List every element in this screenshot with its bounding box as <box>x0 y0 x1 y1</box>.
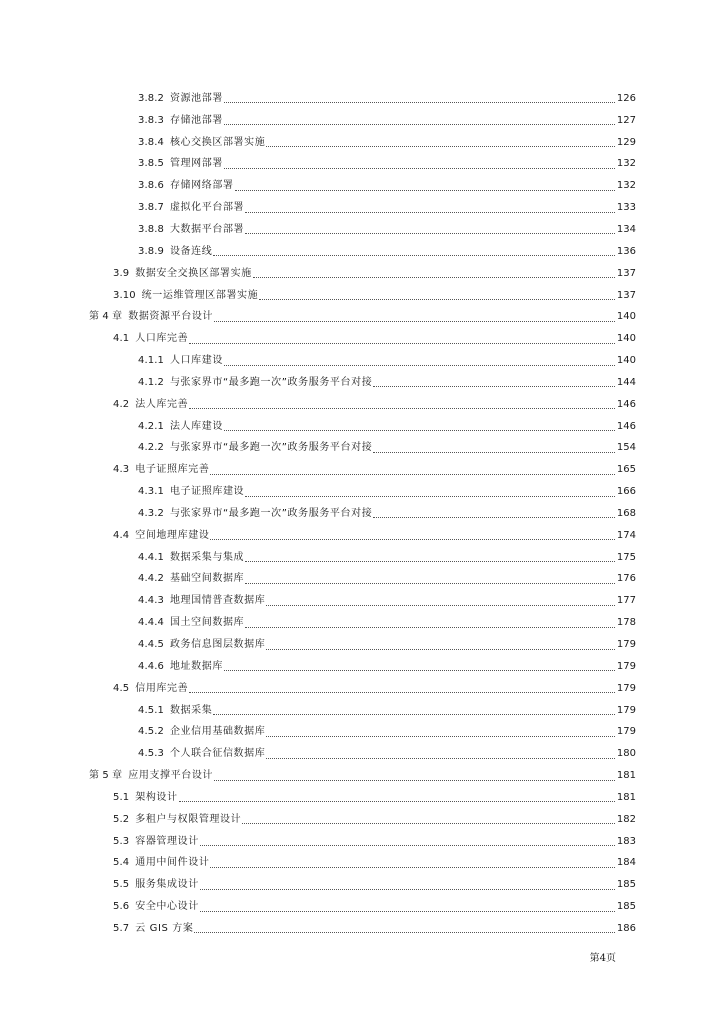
toc-entry-title: 资源池部署 <box>169 92 223 104</box>
toc-entry-content <box>113 879 618 891</box>
toc-entry[interactable] <box>0 721 724 743</box>
toc-entry-title: 管理网部署 <box>169 158 223 170</box>
toc-entry-content <box>138 661 618 673</box>
toc-dot-leader <box>224 420 617 431</box>
toc-entry-title: 架构设计 <box>135 791 178 803</box>
toc-entry-content <box>113 923 618 935</box>
toc-entry-title: 统一运维管理区部署实施 <box>141 289 259 301</box>
toc-entry-content <box>138 158 618 170</box>
toc-entry-title: 虚拟化平台部署 <box>169 202 245 214</box>
toc-entry[interactable] <box>0 459 724 481</box>
toc-entry-number: 4.3.2 <box>138 507 164 519</box>
toc-entry-title: 数据安全交换区部署实施 <box>135 267 252 279</box>
toc-entry-title: 安全中心设计 <box>135 901 199 913</box>
toc-entry-content <box>138 137 618 149</box>
toc-entry-content <box>113 530 618 542</box>
toc-entry-title: 企业信用基础数据库 <box>169 726 266 738</box>
toc-entry-content <box>113 333 618 345</box>
toc-entry-title: 政务信息图层数据库 <box>169 639 266 651</box>
toc-entry-page: 137 <box>616 289 636 301</box>
toc-entry-content <box>138 705 618 717</box>
toc-entry-title: 容器管理设计 <box>135 835 199 847</box>
toc-dot-leader <box>245 617 617 628</box>
toc-entry-title: 应用支撑平台设计 <box>128 770 214 782</box>
toc-dot-leader <box>266 639 617 650</box>
toc-entry-content <box>89 311 618 323</box>
toc-entry-number: 3.8.4 <box>138 136 164 148</box>
toc-entry-content <box>138 486 618 498</box>
toc-entry-page: 140 <box>616 311 636 323</box>
toc-entry-title: 服务集成设计 <box>135 879 199 891</box>
toc-entry-page: 132 <box>616 180 636 192</box>
toc-dot-leader <box>224 114 617 125</box>
toc-entry[interactable] <box>0 853 724 875</box>
toc-dot-leader <box>210 857 617 868</box>
toc-entry-page: 140 <box>616 333 636 345</box>
toc-entry-page: 154 <box>616 442 636 454</box>
toc-entry-page: 179 <box>616 682 636 694</box>
toc-entry-title: 与张家界市“最多跑一次”政务服务平台对接 <box>169 376 373 388</box>
toc-entry-number: 4.2.2 <box>138 442 164 454</box>
toc-entry-number: 3.8.8 <box>138 223 164 235</box>
toc-dot-leader <box>266 595 617 606</box>
toc-entry[interactable] <box>0 569 724 591</box>
toc-entry[interactable] <box>0 590 724 612</box>
toc-entry-title: 信用库完善 <box>135 682 189 694</box>
toc-entry-page: 126 <box>616 92 636 104</box>
toc-entry-page: 165 <box>616 464 636 476</box>
toc-entry-number: 3.8.5 <box>138 158 164 170</box>
toc-entry-page: 146 <box>616 398 636 410</box>
toc-entry-number: 4.4.2 <box>138 573 164 585</box>
toc-dot-leader <box>210 529 617 540</box>
toc-entry-number: 4.1.1 <box>138 355 164 367</box>
toc-entry-number: 5.5 <box>113 879 130 891</box>
toc-entry-number: 3.8.3 <box>138 114 164 126</box>
toc-entry[interactable] <box>0 197 724 219</box>
toc-entry[interactable] <box>0 874 724 896</box>
toc-entry[interactable] <box>0 175 724 197</box>
toc-dot-leader <box>189 682 617 693</box>
toc-entry-content <box>138 617 618 629</box>
toc-entry-title: 法人库完善 <box>135 398 189 410</box>
toc-entry-title: 存储池部署 <box>169 114 223 126</box>
toc-entry-page: 178 <box>616 617 636 629</box>
toc-entry-content <box>138 726 618 738</box>
toc-entry-number: 4.5 <box>113 682 130 694</box>
toc-entry-number: 第 5 章 <box>89 770 123 782</box>
toc-entry-content <box>113 399 618 411</box>
toc-entry-number: 4.4.5 <box>138 639 164 651</box>
toc-entry[interactable] <box>0 219 724 241</box>
toc-entry-title: 与张家界市“最多跑一次”政务服务平台对接 <box>169 442 373 454</box>
toc-dot-leader <box>242 813 617 824</box>
toc-dot-leader <box>214 311 617 322</box>
toc-entry-page: 140 <box>616 355 636 367</box>
toc-entry[interactable] <box>0 110 724 132</box>
toc-entry-page: 181 <box>616 791 636 803</box>
toc-entry-content <box>113 836 618 848</box>
toc-entry-number: 3.8.7 <box>138 202 164 214</box>
toc-entry-title: 空间地理库建设 <box>135 529 210 541</box>
toc-dot-leader <box>245 223 617 234</box>
toc-dot-leader <box>224 355 617 366</box>
toc-entry-title: 多租户与权限管理设计 <box>135 813 242 825</box>
toc-entry-title: 核心交换区部署实施 <box>169 136 266 148</box>
toc-dot-leader <box>245 551 617 562</box>
toc-dot-leader <box>200 835 617 846</box>
toc-entry-page: 182 <box>616 813 636 825</box>
toc-entry[interactable] <box>0 809 724 831</box>
toc-dot-leader <box>259 289 617 300</box>
toc-entry[interactable] <box>0 416 724 438</box>
toc-dot-leader <box>266 748 617 759</box>
toc-entry[interactable] <box>0 263 724 285</box>
toc-dot-leader <box>373 442 617 453</box>
toc-dot-leader <box>224 158 617 169</box>
toc-entry-title: 与张家界市“最多跑一次”政务服务平台对接 <box>169 507 373 519</box>
toc-entry-page: 174 <box>616 529 636 541</box>
toc-entry-content <box>113 814 618 826</box>
toc-entry[interactable] <box>0 285 724 307</box>
toc-entry[interactable] <box>0 481 724 503</box>
toc-entry-page: 166 <box>616 486 636 498</box>
toc-entry[interactable] <box>0 831 724 853</box>
toc-entry[interactable] <box>0 918 724 940</box>
toc-entry[interactable] <box>0 656 724 678</box>
toc-entry-content <box>138 224 618 236</box>
toc-entry-number: 4.2.1 <box>138 420 164 432</box>
toc-entry[interactable] <box>0 306 724 328</box>
toc-entry-content <box>138 748 618 760</box>
toc-entry-content <box>138 246 618 258</box>
toc-entry-page: 129 <box>616 136 636 148</box>
toc-entry-page: 133 <box>616 202 636 214</box>
toc-entry[interactable] <box>0 88 724 110</box>
toc-entry[interactable] <box>0 612 724 634</box>
toc-entry-number: 3.10 <box>113 289 136 301</box>
toc-dot-leader <box>214 770 617 781</box>
toc-entry[interactable] <box>0 241 724 263</box>
toc-entry-title: 数据采集 <box>169 704 213 716</box>
toc-dot-leader <box>253 267 617 278</box>
toc-entry-content <box>113 683 618 695</box>
toc-entry-page: 146 <box>616 420 636 432</box>
toc-entry-content <box>138 595 618 607</box>
toc-entry-number: 4.5.2 <box>138 726 164 738</box>
toc-entry-title: 地址数据库 <box>169 660 223 672</box>
toc-entry-content <box>138 508 618 520</box>
toc-entry[interactable] <box>0 700 724 722</box>
toc-entry-number: 4.3.1 <box>138 486 164 498</box>
toc-entry-title: 基础空间数据库 <box>169 573 245 585</box>
toc-entry-content <box>113 901 618 913</box>
table-of-contents <box>0 88 724 940</box>
toc-entry-number: 第 4 章 <box>89 311 123 323</box>
toc-entry-number: 5.1 <box>113 791 130 803</box>
toc-entry-title: 电子证照库建设 <box>169 486 245 498</box>
toc-entry-title: 电子证照库完善 <box>135 464 210 476</box>
toc-entry-title: 人口库完善 <box>135 333 189 345</box>
page-number-footer: 第4页 <box>589 953 616 964</box>
toc-entry-number: 4.2 <box>113 398 130 410</box>
toc-entry[interactable] <box>0 634 724 656</box>
toc-dot-leader <box>213 245 617 256</box>
toc-entry-title: 国土空间数据库 <box>169 617 245 629</box>
toc-entry-content <box>138 180 618 192</box>
toc-entry[interactable] <box>0 394 724 416</box>
toc-entry-number: 3.8.9 <box>138 245 164 257</box>
toc-entry-content <box>113 290 618 302</box>
toc-entry[interactable] <box>0 132 724 154</box>
toc-entry-page: 179 <box>616 660 636 672</box>
toc-entry-page: 179 <box>616 726 636 738</box>
toc-entry-page: 134 <box>616 223 636 235</box>
toc-entry-page: 185 <box>616 879 636 891</box>
toc-entry-number: 4.4.1 <box>138 551 164 563</box>
toc-dot-leader <box>373 376 617 387</box>
toc-entry-title: 存储网络部署 <box>169 180 234 192</box>
toc-entry-number: 4.4.4 <box>138 617 164 629</box>
toc-entry-title: 大数据平台部署 <box>169 223 245 235</box>
toc-entry-content <box>138 552 618 564</box>
toc-entry-page: 127 <box>616 114 636 126</box>
toc-entry-title: 设备连线 <box>169 245 213 257</box>
toc-entry[interactable] <box>0 372 724 394</box>
toc-entry-number: 4.4.3 <box>138 595 164 607</box>
toc-entry-page: 183 <box>616 835 636 847</box>
toc-entry-content <box>138 355 618 367</box>
toc-entry-page: 180 <box>616 748 636 760</box>
toc-entry-content <box>138 202 618 214</box>
toc-entry-page: 181 <box>616 770 636 782</box>
toc-entry-content <box>138 93 618 105</box>
toc-entry-page: 176 <box>616 573 636 585</box>
toc-entry-number: 3.9 <box>113 267 130 279</box>
toc-entry-content <box>138 442 618 454</box>
toc-entry-page: 132 <box>616 158 636 170</box>
toc-dot-leader <box>189 398 617 409</box>
toc-entry-title: 人口库建设 <box>169 355 223 367</box>
toc-dot-leader <box>235 180 617 191</box>
toc-entry-page: 184 <box>616 857 636 869</box>
toc-entry-page: 185 <box>616 901 636 913</box>
toc-entry-page: 175 <box>616 551 636 563</box>
toc-dot-leader <box>189 333 617 344</box>
toc-entry-title: 个人联合征信数据库 <box>169 748 266 760</box>
toc-dot-leader <box>213 704 617 715</box>
toc-entry-number: 5.7 <box>113 922 130 934</box>
toc-dot-leader <box>224 660 617 671</box>
toc-entry-number: 5.3 <box>113 835 130 847</box>
toc-entry-number: 3.8.6 <box>138 180 164 192</box>
toc-entry-number: 3.8.2 <box>138 92 164 104</box>
toc-entry-page: 137 <box>616 267 636 279</box>
toc-entry-content <box>113 857 618 869</box>
toc-entry[interactable] <box>0 350 724 372</box>
toc-entry-title: 云 GIS 方案 <box>135 922 194 934</box>
toc-dot-leader <box>210 464 617 475</box>
toc-entry[interactable] <box>0 503 724 525</box>
toc-entry-title: 地理国情普查数据库 <box>169 595 266 607</box>
toc-entry-page: 179 <box>616 639 636 651</box>
toc-entry-content <box>138 115 618 127</box>
toc-entry[interactable] <box>0 787 724 809</box>
toc-entry-number: 5.4 <box>113 857 130 869</box>
toc-entry[interactable] <box>0 896 724 918</box>
toc-entry-content <box>113 464 618 476</box>
toc-entry-title: 数据资源平台设计 <box>128 311 214 323</box>
toc-entry-content <box>89 770 618 782</box>
toc-dot-leader <box>266 136 617 147</box>
toc-entry-page: 177 <box>616 595 636 607</box>
toc-entry-number: 4.4 <box>113 529 130 541</box>
toc-entry-content <box>138 421 618 433</box>
toc-entry[interactable] <box>0 154 724 176</box>
toc-entry[interactable] <box>0 547 724 569</box>
toc-entry-number: 4.1.2 <box>138 376 164 388</box>
toc-entry-number: 4.5.1 <box>138 704 164 716</box>
toc-entry-content <box>113 268 618 280</box>
toc-entry[interactable] <box>0 743 724 765</box>
toc-dot-leader <box>245 486 617 497</box>
toc-entry[interactable] <box>0 765 724 787</box>
toc-entry[interactable] <box>0 525 724 547</box>
toc-entry-page: 168 <box>616 507 636 519</box>
toc-entry-number: 4.1 <box>113 333 130 345</box>
toc-dot-leader <box>200 901 617 912</box>
toc-entry-number: 4.4.6 <box>138 660 164 672</box>
toc-entry-number: 5.6 <box>113 901 130 913</box>
toc-entry[interactable] <box>0 328 724 350</box>
toc-dot-leader <box>194 922 617 933</box>
toc-entry-content <box>138 639 618 651</box>
toc-entry-title: 法人库建设 <box>169 420 223 432</box>
toc-entry-page: 186 <box>616 922 636 934</box>
toc-dot-leader <box>373 507 617 518</box>
toc-entry-number: 5.2 <box>113 813 130 825</box>
toc-dot-leader <box>266 726 617 737</box>
toc-entry-content <box>138 377 618 389</box>
toc-dot-leader <box>200 879 617 890</box>
toc-entry-number: 4.3 <box>113 464 130 476</box>
toc-entry-content <box>138 573 618 585</box>
toc-entry-title: 通用中间件设计 <box>135 857 210 869</box>
toc-entry-content <box>113 792 618 804</box>
toc-entry[interactable] <box>0 678 724 700</box>
toc-dot-leader <box>245 573 617 584</box>
toc-entry-page: 144 <box>616 376 636 388</box>
toc-dot-leader <box>245 202 617 213</box>
toc-entry[interactable] <box>0 438 724 460</box>
toc-entry-page: 136 <box>616 245 636 257</box>
toc-dot-leader <box>224 92 617 103</box>
toc-entry-title: 数据采集与集成 <box>169 551 245 563</box>
toc-entry-number: 4.5.3 <box>138 748 164 760</box>
toc-entry-page: 179 <box>616 704 636 716</box>
toc-dot-leader <box>179 791 617 802</box>
